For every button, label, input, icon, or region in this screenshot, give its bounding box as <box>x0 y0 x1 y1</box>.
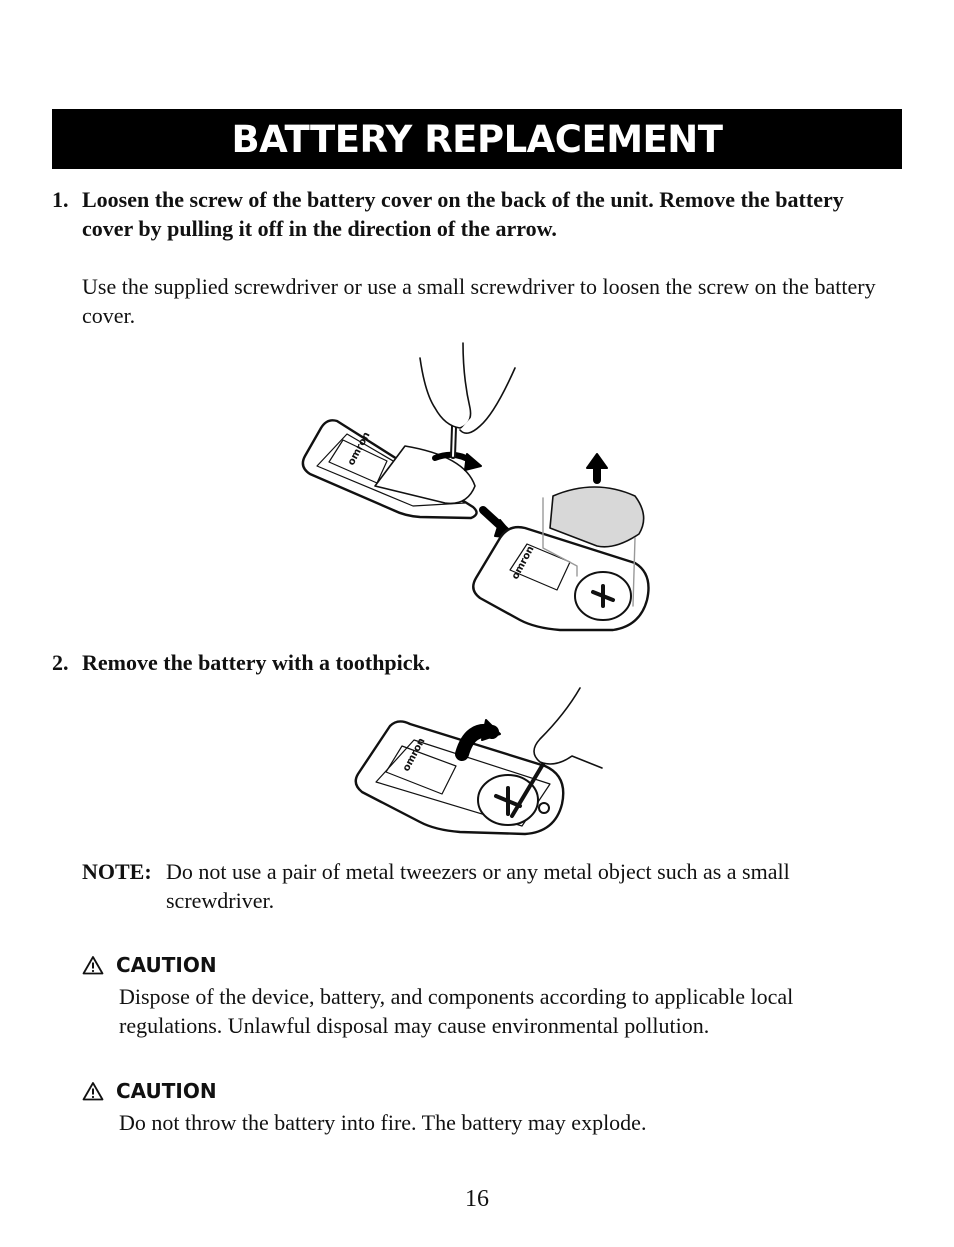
step-2 <box>52 648 872 678</box>
battery-removal-illustration <box>350 684 605 839</box>
note-label: NOTE: <box>82 859 152 884</box>
caution-heading-1 <box>82 953 217 977</box>
step-number: 2. <box>52 650 69 675</box>
caution-heading-2 <box>82 1079 217 1103</box>
step-text: Remove the battery with a toothpick. <box>82 650 431 675</box>
page-title: BATTERY REPLACEMENT <box>231 117 723 161</box>
step-1-detail: Use the supplied screwdriver or use a small screwdriver to loosen the screw on the battery cover. <box>82 274 876 328</box>
step-1 <box>52 185 872 245</box>
device-logo-lower: omron <box>509 544 537 582</box>
step-text: Loosen the screw of the battery cover on the back of the unit. Remove the battery cover by pulling it off in the direction of the arrow. <box>82 187 844 241</box>
caution-text-2: Do not throw the battery into fire. The battery may explode. <box>119 1110 647 1135</box>
caution-text-1: Dispose of the device, battery, and components according to applicable local regulations. Unlawful disposal may cause environmental pollution. <box>119 984 794 1038</box>
page-number: 16 <box>465 1186 489 1212</box>
title-bar <box>52 109 902 169</box>
warning-triangle-icon <box>82 955 104 975</box>
caution-label: CAUTION <box>116 953 217 977</box>
step-number: 1. <box>52 187 69 212</box>
caution-label: CAUTION <box>116 1079 217 1103</box>
cover-removal-illustration <box>295 338 665 638</box>
note-text: Do not use a pair of metal tweezers or any metal object such as a small screwdriver. <box>166 859 790 913</box>
warning-triangle-icon <box>82 1081 104 1101</box>
device-logo-upper: omron <box>345 430 373 468</box>
device-logo: omron <box>400 736 428 774</box>
